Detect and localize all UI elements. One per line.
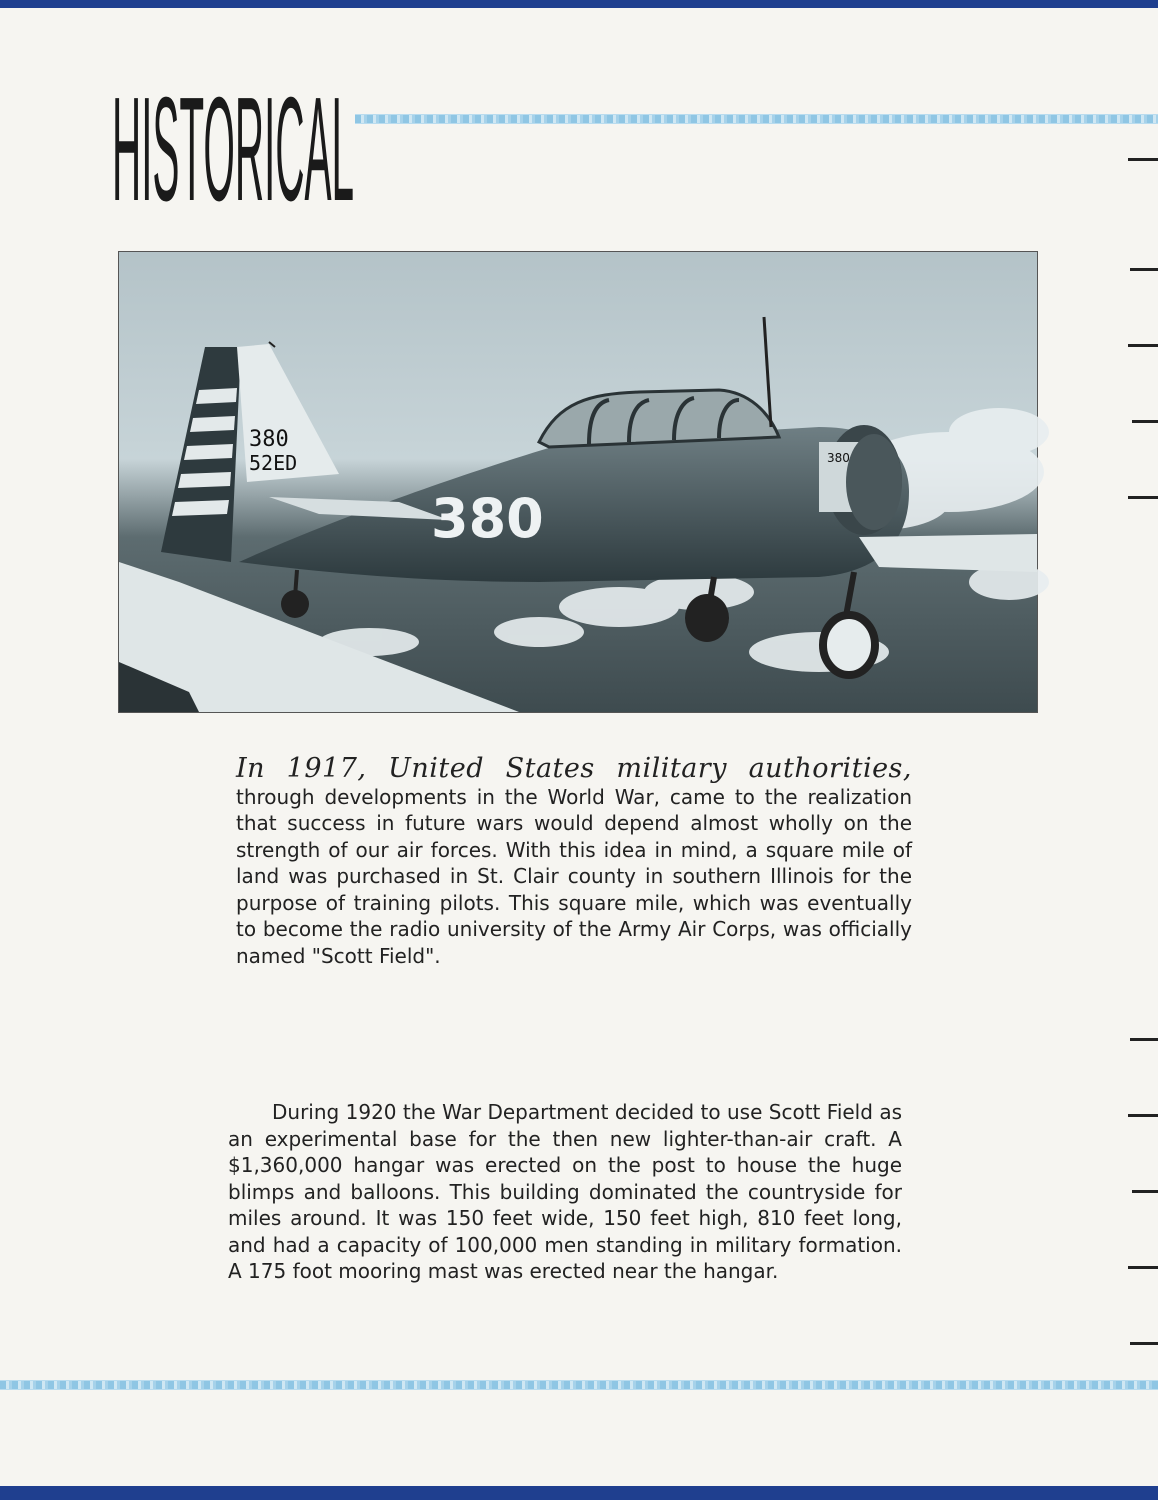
intro-script-lead: In 1917, United States military authorities,: [236, 753, 912, 784]
hangar-paragraph-body: During 1920 the War Department decided to use Scott Field as an experimental base for the then new lighter-than-air craft. A $1,360,000 hangar was erected on the post to house the huge blimps and balloons. This building dominated the countryside for miles around. It was 150 feet wide, 150 feet high, 810 feet long, and had a capacity of 100,000 men standing in military formation. A 175 foot mooring mast was erected near the hangar.: [228, 1100, 902, 1283]
decorative-rule-top: [355, 114, 1158, 124]
page: [0, 8, 1158, 1486]
decorative-rule-bottom: [0, 1380, 1158, 1390]
binding-ring: [1132, 420, 1158, 423]
binding-ring: [1130, 1342, 1158, 1345]
tail-number-bottom: 52ED: [249, 451, 298, 475]
binding-ring: [1128, 1114, 1158, 1117]
page-title-text: HISTORICAL: [112, 67, 354, 232]
intro-paragraph-body: through developments in the World War, came to the realization that success in future wars would depend almost wholly on the strength of our air forces. With this idea in mind, a square mile of land was purchased in St. Clair county in southern Illinois for the purpose of training pilots. This square mile, which was eventually to become the radio university of the Army Air Corps, was officially named "Scott Field".: [236, 784, 912, 968]
binding-ring: [1132, 1190, 1158, 1193]
hangar-paragraph: [228, 1099, 902, 1285]
airplane-photo: [118, 251, 1038, 713]
binding-ring: [1128, 496, 1158, 499]
tail-number-top: 380: [249, 427, 289, 452]
fuselage-number: 380: [431, 487, 544, 550]
cowl-number: 380: [827, 451, 850, 465]
binding-ring: [1128, 1266, 1158, 1269]
binding-ring: [1128, 344, 1158, 347]
binding-edge: [1124, 148, 1158, 1358]
binding-ring: [1130, 1038, 1158, 1041]
binding-ring: [1130, 268, 1158, 271]
page-title: [112, 67, 362, 232]
binding-ring: [1128, 158, 1158, 161]
intro-paragraph: [236, 753, 912, 969]
